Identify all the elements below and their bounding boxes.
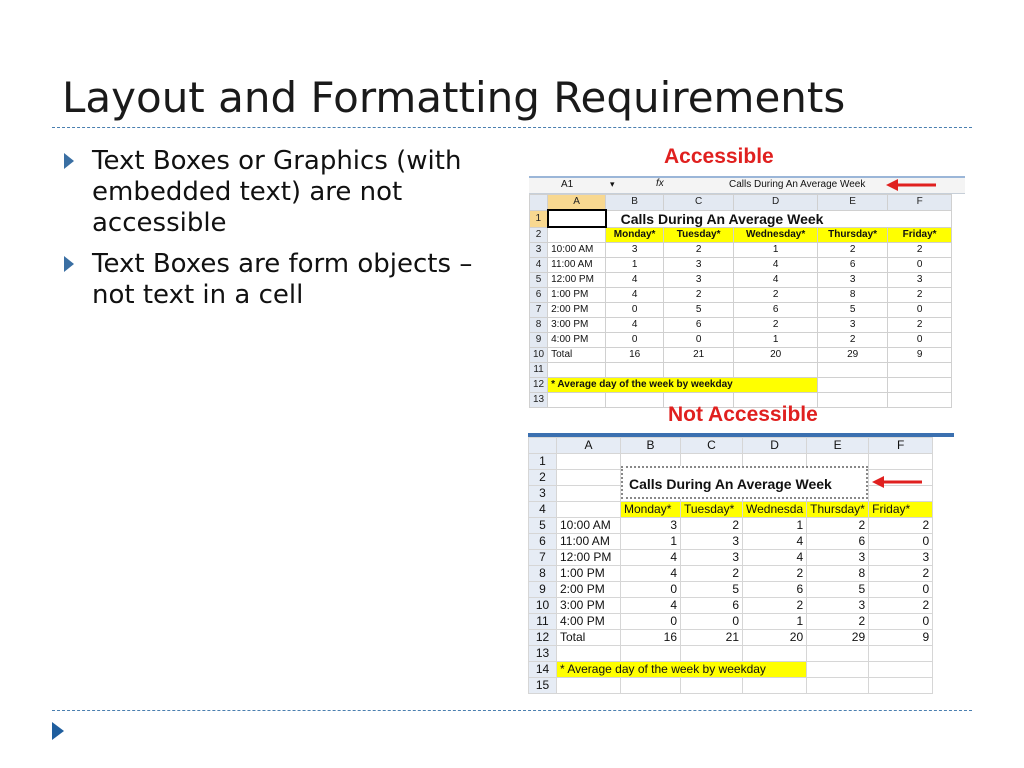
corner-cell[interactable] [529,438,557,454]
cell[interactable] [548,227,606,243]
cell[interactable]: 6 [734,303,818,318]
cell[interactable]: 1:00 PM [557,566,621,582]
row-header[interactable]: 2 [529,470,557,486]
cell[interactable]: 2 [681,566,743,582]
bullet-item [62,146,482,239]
row-header[interactable]: 13 [529,646,557,662]
not-accessible-spreadsheet [528,433,954,690]
red-arrow-icon [886,177,938,193]
cell[interactable]: 2 [734,318,818,333]
column-header[interactable]: D [743,438,807,454]
cell[interactable]: 2:00 PM [557,582,621,598]
cell[interactable]: 2 [664,243,734,258]
cell[interactable] [888,378,952,393]
sheet-title-cell[interactable]: Calls During An Average Week [606,210,952,227]
cell[interactable]: 0 [869,614,933,630]
cell[interactable]: 4 [606,288,664,303]
cell[interactable]: 3 [621,518,681,534]
row-header[interactable]: 11 [529,614,557,630]
cell[interactable] [807,646,869,662]
cell[interactable] [869,646,933,662]
dropdown-arrow-icon[interactable]: ▾ [610,179,615,189]
header-cell[interactable]: Tuesday* [664,227,734,243]
cell[interactable]: 1:00 PM [548,288,606,303]
cell[interactable]: 3 [681,534,743,550]
bullet-item [62,249,482,311]
row-header[interactable]: 12 [530,378,548,393]
column-header[interactable]: E [818,195,888,211]
cell[interactable]: 4 [621,566,681,582]
cell[interactable] [734,363,818,378]
cell[interactable]: 1 [734,243,818,258]
column-header[interactable]: A [557,438,621,454]
slide-arrow-icon [52,722,64,740]
cell[interactable] [681,678,743,694]
row-header[interactable]: 4 [530,258,548,273]
total-cell[interactable]: 9 [869,630,933,646]
cell[interactable]: 4 [743,534,807,550]
header-cell[interactable]: Wednesday* [734,227,818,243]
cell[interactable]: 2 [818,243,888,258]
bullet-text: Text Boxes or Graphics (with embedded text) are not accessible [92,146,462,238]
cell[interactable]: 3 [807,598,869,614]
cell[interactable] [743,646,807,662]
cell[interactable]: 3 [664,258,734,273]
cell[interactable] [557,502,621,518]
cell[interactable]: 1 [621,534,681,550]
header-cell[interactable]: Monday* [606,227,664,243]
cell[interactable]: 6 [664,318,734,333]
cell[interactable] [557,470,621,486]
cell[interactable]: 5 [818,303,888,318]
row-header[interactable]: 3 [530,243,548,258]
cell[interactable]: 4 [606,318,664,333]
column-header[interactable]: F [869,438,933,454]
row-header[interactable]: 2 [530,227,548,243]
header-cell[interactable]: Thursday* [807,502,869,518]
function-icon[interactable]: fx [656,178,664,189]
cell[interactable]: 0 [664,333,734,348]
cell[interactable]: 4 [734,258,818,273]
not-accessible-caption: Not Accessible [668,403,818,426]
cell[interactable] [557,454,621,470]
cell[interactable] [548,363,606,378]
cell[interactable]: 5 [664,303,734,318]
cell[interactable]: 0 [621,582,681,598]
accessible-grid [529,194,952,408]
header-cell[interactable]: Monday* [621,502,681,518]
column-header[interactable]: A [548,195,606,211]
total-cell[interactable]: Total [557,630,621,646]
cell[interactable] [621,646,681,662]
cell[interactable]: 3:00 PM [548,318,606,333]
cell[interactable]: 2 [869,518,933,534]
cell[interactable]: 2 [818,333,888,348]
cell[interactable]: 3:00 PM [557,598,621,614]
cell[interactable]: 0 [869,534,933,550]
cell[interactable]: 8 [818,288,888,303]
total-cell[interactable]: 9 [888,348,952,363]
cell[interactable]: 3 [818,318,888,333]
row-header[interactable]: 8 [530,318,548,333]
total-cell[interactable]: 21 [681,630,743,646]
cell[interactable]: 5 [807,582,869,598]
cell[interactable] [818,363,888,378]
header-cell[interactable]: Wednesda [743,502,807,518]
formula-content[interactable]: Calls During An Average Week [729,179,866,190]
bullet-arrow-icon [64,153,74,169]
cell[interactable] [606,393,664,408]
cell[interactable]: 6 [818,258,888,273]
total-cell[interactable]: 20 [734,348,818,363]
cell[interactable]: 2 [807,518,869,534]
cell[interactable]: 3 [888,273,952,288]
cell[interactable]: 0 [681,614,743,630]
total-cell[interactable]: 16 [606,348,664,363]
cell[interactable]: 6 [681,598,743,614]
row-header[interactable]: 5 [529,518,557,534]
total-cell[interactable]: 29 [818,348,888,363]
name-box[interactable]: A1 [561,179,574,190]
cell[interactable]: 0 [621,614,681,630]
cell[interactable]: 11:00 AM [548,258,606,273]
cell[interactable] [743,678,807,694]
cell[interactable]: 0 [606,303,664,318]
cell[interactable]: 2 [681,518,743,534]
footnote-cell[interactable]: * Average day of the week by weekday [557,662,807,678]
row-header[interactable]: 4 [529,502,557,518]
cell[interactable]: 3 [606,243,664,258]
cell[interactable]: 2 [869,566,933,582]
row-header[interactable]: 9 [529,582,557,598]
cell[interactable] [548,393,606,408]
column-header[interactable]: F [888,195,952,211]
accessible-caption: Accessible [664,145,774,168]
cell[interactable] [557,646,621,662]
accessible-spreadsheet [529,176,965,405]
cell[interactable]: 4 [621,550,681,566]
cell[interactable]: 1 [743,614,807,630]
cell[interactable] [888,363,952,378]
row-header[interactable]: 14 [529,662,557,678]
cell[interactable]: 0 [888,303,952,318]
cell[interactable]: 2:00 PM [548,303,606,318]
row-header[interactable]: 11 [530,363,548,378]
column-header[interactable]: E [807,438,869,454]
selected-cell-a1[interactable] [548,210,606,227]
footer-divider [52,710,972,711]
column-header[interactable]: C [664,195,734,211]
header-cell[interactable]: Tuesday* [681,502,743,518]
cell[interactable]: 2 [743,598,807,614]
row-header[interactable]: 1 [530,210,548,227]
row-header[interactable]: 15 [529,678,557,694]
row-header[interactable]: 6 [529,534,557,550]
column-header[interactable]: B [621,438,681,454]
cell[interactable] [664,363,734,378]
slide-title: Layout and Formatting Requirements [62,73,846,122]
cell[interactable]: 0 [869,582,933,598]
cell[interactable] [888,393,952,408]
cell[interactable] [869,678,933,694]
cell[interactable] [557,486,621,502]
header-cell[interactable]: Friday* [888,227,952,243]
cell[interactable]: 1 [606,258,664,273]
row-header[interactable]: 13 [530,393,548,408]
row-header[interactable]: 7 [530,303,548,318]
bullet-arrow-icon [64,256,74,272]
cell[interactable] [869,454,933,470]
cell[interactable]: 3 [681,550,743,566]
cell[interactable]: 10:00 AM [557,518,621,534]
cell[interactable]: 0 [606,333,664,348]
cell[interactable] [681,646,743,662]
cell[interactable]: 2 [743,566,807,582]
total-cell[interactable]: 29 [807,630,869,646]
column-header[interactable]: D [734,195,818,211]
title-divider [52,127,972,128]
row-header[interactable]: 9 [530,333,548,348]
cell[interactable] [606,363,664,378]
cell[interactable]: 4:00 PM [548,333,606,348]
total-cell[interactable]: 20 [743,630,807,646]
total-cell[interactable]: 16 [621,630,681,646]
cell[interactable]: 3 [664,273,734,288]
cell[interactable]: 12:00 PM [557,550,621,566]
cell[interactable] [807,662,869,678]
header-cell[interactable]: Thursday* [818,227,888,243]
cell[interactable]: 8 [807,566,869,582]
column-header[interactable]: C [681,438,743,454]
cell[interactable] [621,678,681,694]
cell[interactable]: 0 [888,258,952,273]
cell[interactable] [818,378,888,393]
bullet-text: Text Boxes are form objects – not text in a cell [92,249,473,310]
cell[interactable]: 2 [664,288,734,303]
cell[interactable]: 2 [869,598,933,614]
row-header[interactable]: 10 [529,598,557,614]
total-cell[interactable]: 21 [664,348,734,363]
header-cell[interactable]: Friday* [869,502,933,518]
cell[interactable] [869,662,933,678]
footnote-cell[interactable]: * Average day of the week by weekday [548,378,818,393]
cell[interactable]: 6 [743,582,807,598]
row-header[interactable]: 7 [529,550,557,566]
cell[interactable]: 1 [743,518,807,534]
row-header[interactable]: 6 [530,288,548,303]
cell[interactable]: 4 [734,273,818,288]
cell[interactable]: 2 [807,614,869,630]
cell[interactable]: 4 [621,598,681,614]
floating-text-box[interactable]: Calls During An Average Week [621,466,868,499]
cell[interactable]: 6 [807,534,869,550]
cell[interactable]: 3 [807,550,869,566]
row-header[interactable]: 5 [530,273,548,288]
row-header[interactable]: 8 [529,566,557,582]
total-cell[interactable]: Total [548,348,606,363]
cell[interactable]: 3 [818,273,888,288]
cell[interactable] [818,393,888,408]
cell[interactable]: 1 [734,333,818,348]
cell[interactable] [557,678,621,694]
cell[interactable]: 3 [869,550,933,566]
cell[interactable]: 4:00 PM [557,614,621,630]
cell[interactable]: 4 [743,550,807,566]
red-arrow-icon [872,474,924,490]
cell[interactable]: 11:00 AM [557,534,621,550]
cell[interactable]: 2 [888,243,952,258]
cell[interactable]: 10:00 AM [548,243,606,258]
row-header[interactable]: 10 [530,348,548,363]
cell[interactable]: 2 [888,288,952,303]
cell[interactable]: 5 [681,582,743,598]
cell[interactable]: 2 [888,318,952,333]
cell[interactable]: 2 [734,288,818,303]
cell[interactable] [807,678,869,694]
cell[interactable]: 4 [606,273,664,288]
row-header[interactable]: 1 [529,454,557,470]
cell[interactable]: 12:00 PM [548,273,606,288]
bullet-list [62,146,482,321]
row-header[interactable]: 12 [529,630,557,646]
corner-cell[interactable] [530,195,548,211]
cell[interactable]: 0 [888,333,952,348]
column-header[interactable]: B [606,195,664,211]
row-header[interactable]: 3 [529,486,557,502]
